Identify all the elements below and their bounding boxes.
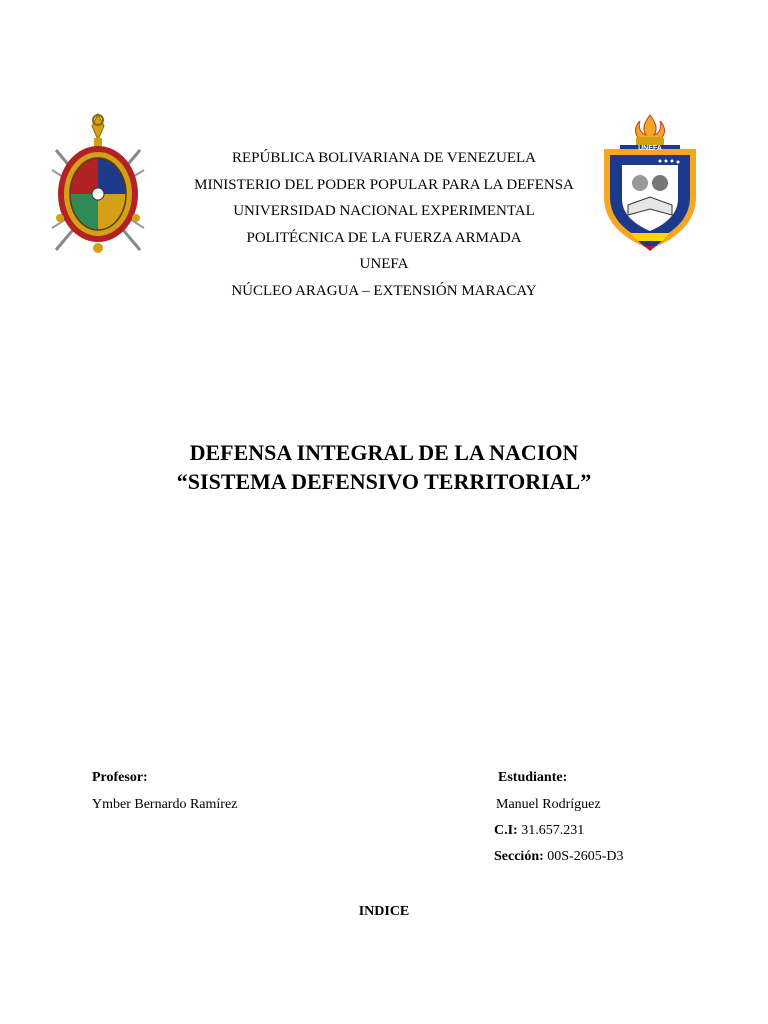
student-ci <box>494 822 584 840</box>
institution-header <box>140 145 628 304</box>
header-line-university: UNIVERSIDAD NACIONAL EXPERIMENTAL <box>233 203 535 219</box>
title-line-1: DEFENSA INTEGRAL DE LA NACION <box>189 440 579 465</box>
title-line-2: “SISTEMA DEFENSIVO TERRITORIAL” <box>176 469 592 494</box>
header-line-acronym: UNEFA <box>359 256 409 272</box>
index-heading: INDICE <box>358 904 410 919</box>
header-line-republic: REPÚBLICA BOLIVARIANA DE VENEZUELA <box>231 150 537 166</box>
ci-label: C.I: <box>494 823 518 838</box>
document-title <box>80 438 688 496</box>
student-label: Estudiante: <box>498 770 568 785</box>
military-coat-of-arms-icon <box>44 110 152 260</box>
professor-label: Profesor: <box>92 770 148 785</box>
student-section <box>494 848 624 866</box>
ci-value: 31.657.231 <box>521 823 585 838</box>
header-line-campus: NÚCLEO ARAGUA – EXTENSIÓN MARACAY <box>231 282 537 299</box>
section-label: Sección: <box>494 849 544 864</box>
student-name: Manuel Rodríguez <box>496 797 601 812</box>
section-value: 00S-2605-D3 <box>547 849 624 864</box>
header-line-polytechnic: POLITÉCNICA DE LA FUERZA ARMADA <box>246 229 522 246</box>
professor-name: Ymber Bernardo Ramírez <box>92 797 238 812</box>
unefa-banner-text: UNEFA <box>638 145 662 152</box>
header-line-ministry: MINISTERIO DEL PODER POPULAR PARA LA DEFENSA <box>194 176 574 193</box>
